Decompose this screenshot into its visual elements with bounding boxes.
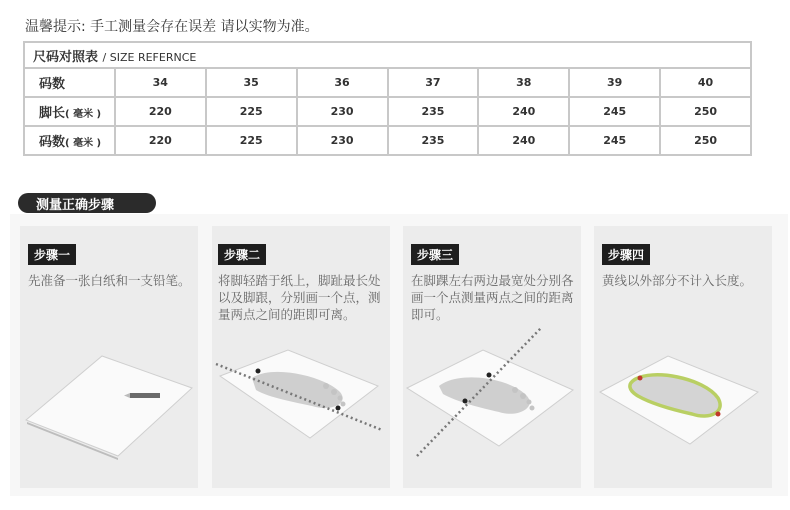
row-unit: ( 毫米 ) (65, 109, 102, 120)
step-panel-1 (20, 226, 198, 488)
step-description: 先准备一张白纸和一支铅笔。 (28, 273, 191, 288)
table-title-cell (24, 42, 751, 68)
table-row (24, 97, 751, 126)
table-cell: 250 (660, 126, 751, 155)
table-cell: 37 (388, 68, 479, 97)
table-title-row (24, 42, 751, 68)
row-unit: ( 毫米 ) (65, 138, 102, 149)
step-badge: 步骤二 (218, 244, 266, 265)
table-row (24, 68, 751, 97)
table-subtitle: / SIZE REFERNCE (102, 50, 197, 64)
step-description: 黄线以外部分不计入长度。 (602, 273, 753, 288)
row-label: 码数 (39, 135, 66, 150)
table-cell: 35 (206, 68, 297, 97)
table-cell: 230 (297, 97, 388, 126)
foot-width-illustration (403, 316, 581, 488)
row-header (24, 126, 115, 155)
table-cell: 36 (297, 68, 388, 97)
table-cell: 34 (115, 68, 206, 97)
step-badge: 步骤四 (602, 244, 650, 265)
table-cell: 245 (569, 97, 660, 126)
foot-length-illustration (212, 316, 390, 488)
table-cell: 220 (115, 126, 206, 155)
table-cell: 230 (297, 126, 388, 155)
row-label: 脚长 (39, 106, 66, 121)
step-badge: 步骤一 (28, 244, 76, 265)
table-cell: 235 (388, 97, 479, 126)
table-cell: 240 (478, 97, 569, 126)
table-cell: 40 (660, 68, 751, 97)
table-cell: 240 (478, 126, 569, 155)
measurement-notice: 温馨提示: 手工测量会存在误差 请以实物为准。 (25, 19, 319, 35)
table-cell: 250 (660, 97, 751, 126)
paper-and-pencil-illustration (20, 316, 198, 488)
row-header (24, 68, 115, 97)
foot-outline-illustration (594, 316, 772, 488)
table-cell: 225 (206, 126, 297, 155)
step-panel-2 (212, 226, 390, 488)
size-chart-table (23, 41, 752, 156)
table-cell: 38 (478, 68, 569, 97)
steps-heading: 测量正确步骤 (18, 193, 156, 213)
table-cell: 220 (115, 97, 206, 126)
step-panel-4 (594, 226, 772, 488)
table-cell: 225 (206, 97, 297, 126)
step-description: 将脚轻踏于纸上，脚趾最长处以及脚跟，分别画一个点，测量两点之间的距即可离。 (218, 273, 381, 322)
table-cell: 235 (388, 126, 479, 155)
row-header (24, 97, 115, 126)
step-panel-3 (403, 226, 581, 488)
step-description: 在脚踝左右两边最宽处分别各画一个点测量两点之间的距离即可。 (411, 273, 574, 322)
row-label: 码数 (39, 77, 66, 92)
table-title: 尺码对照表 (33, 49, 99, 65)
table-cell: 39 (569, 68, 660, 97)
table-cell: 245 (569, 126, 660, 155)
step-badge: 步骤三 (411, 244, 459, 265)
table-row (24, 126, 751, 155)
